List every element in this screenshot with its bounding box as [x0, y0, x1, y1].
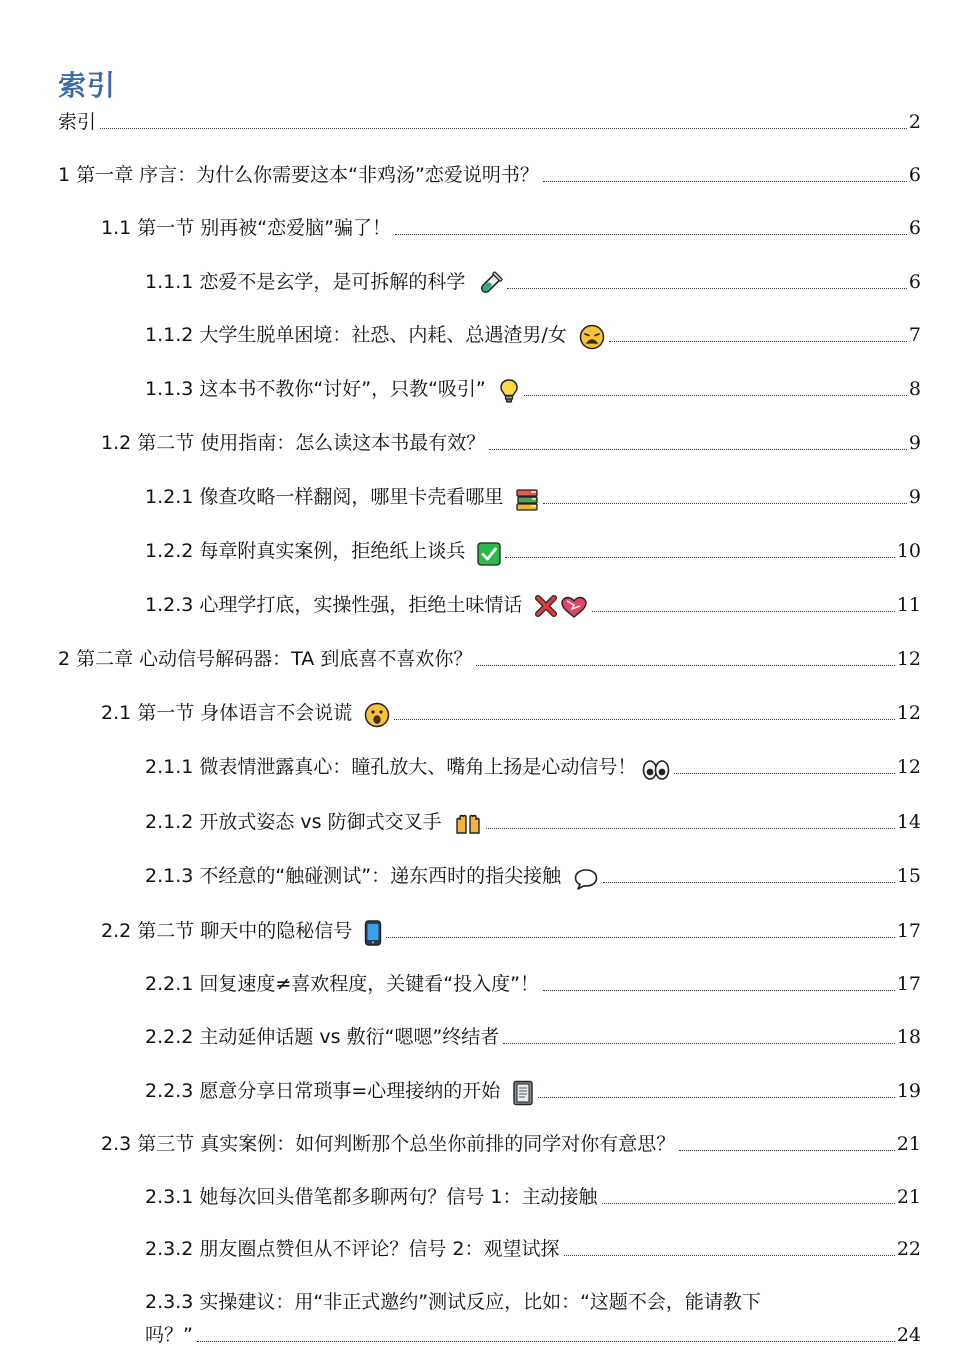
toc-entry-title: 1.1.3 这本书不教你“讨好”，只教“吸引” — [145, 378, 486, 400]
toc-entry[interactable] — [101, 428, 921, 458]
toc-entry[interactable] — [101, 1129, 921, 1159]
toc-entry[interactable] — [145, 590, 921, 620]
dot-leader — [543, 990, 895, 991]
dot-leader — [197, 1341, 895, 1342]
toc-page-number: 21 — [896, 1186, 921, 1208]
toc-entry[interactable] — [145, 1076, 921, 1106]
toc-page-number: 22 — [896, 1238, 921, 1260]
dot-leader — [609, 341, 907, 342]
dot-leader — [507, 288, 907, 289]
dot-leader — [394, 719, 895, 720]
toc-entry[interactable] — [145, 752, 921, 782]
toc-heading: 索引 — [58, 69, 117, 102]
dot-leader — [543, 503, 907, 504]
toc-page-number: 19 — [896, 1080, 921, 1102]
dot-leader — [503, 1043, 895, 1044]
toc-page-number: 6 — [908, 164, 921, 186]
toc-entry-title: 1.1 第一节 别再被“恋爱脑”骗了！ — [101, 217, 391, 239]
dot-leader — [489, 449, 907, 450]
toc-entry-title-line1[interactable]: 2.3.3 实操建议：用“非正式邀约”测试反应，比如：“这题不会，能请教下 — [145, 1291, 761, 1313]
toc-entry[interactable] — [145, 861, 921, 891]
dot-leader — [386, 937, 895, 938]
toc-page-number: 17 — [896, 920, 921, 942]
toc-page-number: 2 — [908, 111, 921, 133]
toc-entry[interactable] — [145, 482, 921, 512]
toc-entry-title: 2.2.3 愿意分享日常琐事=心理接纳的开始 — [145, 1080, 501, 1102]
light-bulb-icon — [498, 378, 520, 404]
toc-page-number: 21 — [896, 1133, 921, 1155]
toc-entry-title: 2.1 第一节 身体语言不会说谎 — [101, 702, 353, 724]
toc-entry[interactable] — [58, 160, 921, 190]
toc-page-number: 14 — [896, 811, 921, 833]
toc-page-number: 18 — [896, 1026, 921, 1048]
dot-leader — [524, 395, 907, 396]
toc-page-number: 7 — [908, 324, 921, 346]
cross-heart-icon — [534, 594, 588, 620]
dot-leader — [100, 128, 907, 129]
toc-entry[interactable] — [145, 1234, 921, 1264]
toc-page-number: 12 — [896, 756, 921, 778]
notebook-icon — [512, 1080, 534, 1106]
toc-entry-title: 1.1.1 恋爱不是玄学，是可拆解的科学 — [145, 271, 466, 293]
books-icon — [515, 488, 539, 512]
toc-page-number: 9 — [908, 432, 921, 454]
toc-entry-title: 2.3.1 她每次回头借笔都多聊两句？信号 1：主动接触 — [145, 1186, 598, 1208]
toc-entry-title: 1.1.2 大学生脱单困境：社恐、内耗、总遇渣男/女 — [145, 324, 567, 346]
toc-entry-title: 2.3.2 朋友圈点赞但从不评论？信号 2：观望试探 — [145, 1238, 560, 1260]
dot-leader — [486, 828, 895, 829]
toc-entry[interactable] — [58, 644, 921, 674]
dot-leader — [538, 1097, 895, 1098]
toc-entry[interactable] — [145, 320, 921, 350]
toc-entry-title: 1.2 第二节 使用指南：怎么读这本书最有效？ — [101, 432, 486, 454]
toc-entry[interactable] — [145, 374, 921, 404]
toc-entry-title: 2.2.2 主动延伸话题 vs 敷衍“嗯嗯”终结者 — [145, 1026, 500, 1048]
toc-entry-title: 2.1.1 微表情泄露真心：瞳孔放大、嘴角上扬是心动信号！ — [145, 756, 637, 778]
toc-page-number: 8 — [908, 378, 921, 400]
toc-entry-title: 2.2.1 回复速度≠喜欢程度，关键看“投入度”！ — [145, 973, 539, 995]
check-mark-icon — [477, 542, 501, 566]
toc-entry-title: 索引 — [58, 111, 97, 133]
dot-leader — [679, 1150, 895, 1151]
dot-leader — [564, 1255, 895, 1256]
toc-page-number: 12 — [896, 648, 921, 670]
toc-entry-title: 1.2.2 每章附真实案例，拒绝纸上谈兵 — [145, 540, 466, 562]
toc-entry[interactable] — [145, 536, 921, 566]
toc-entry[interactable] — [145, 1022, 921, 1052]
toc-page-number: 10 — [896, 540, 921, 562]
toc-entry-title: 2.2 第二节 聊天中的隐秘信号 — [101, 920, 353, 942]
dot-leader — [603, 882, 895, 883]
toc-entry[interactable] — [58, 107, 921, 137]
toc-page-number: 24 — [896, 1324, 921, 1346]
toc-page-number: 12 — [896, 702, 921, 724]
dot-leader — [592, 611, 894, 612]
toc-page-number: 6 — [908, 271, 921, 293]
toc-entry-title: 2.1.3 不经意的“触碰测试”：递东西时的指尖接触 — [145, 865, 562, 887]
toc-page-number: 17 — [896, 973, 921, 995]
toc-entry[interactable] — [145, 807, 921, 837]
toc-page-number: 9 — [908, 486, 921, 508]
dot-leader — [395, 234, 907, 235]
open-hands-icon — [454, 813, 482, 837]
toc-page-number: 15 — [896, 865, 921, 887]
toc-page-number: 6 — [908, 217, 921, 239]
mobile-phone-icon — [364, 920, 382, 946]
toc-page-number: 11 — [896, 594, 921, 616]
surprised-face-icon — [364, 702, 390, 728]
toc-entry-title-line2: 吗？” — [145, 1324, 193, 1346]
weary-face-icon — [579, 324, 605, 350]
toc-entry[interactable] — [145, 267, 921, 297]
toc-entry-title: 2.1.2 开放式姿态 vs 防御式交叉手 — [145, 811, 442, 833]
dot-leader — [543, 181, 907, 182]
eyes-icon — [642, 758, 670, 782]
toc-entry[interactable] — [145, 1182, 921, 1212]
toc-entry[interactable] — [101, 698, 921, 728]
toc-entry-title: 2.3 第三节 真实案例：如何判断那个总坐你前排的同学对你有意思？ — [101, 1133, 676, 1155]
dot-leader — [602, 1203, 895, 1204]
toc-entry-title: 1 第一章 序言：为什么你需要这本“非鸡汤”恋爱说明书？ — [58, 164, 539, 186]
test-tube-icon — [477, 271, 503, 297]
dot-leader — [476, 665, 894, 666]
dot-leader — [674, 773, 894, 774]
toc-entry-title: 2 第二章 心动信号解码器：TA 到底喜不喜欢你？ — [58, 648, 473, 670]
toc-entry-title: 1.2.1 像查攻略一样翻阅，哪里卡壳看哪里 — [145, 486, 504, 508]
toc-entry[interactable] — [101, 916, 921, 946]
toc-entry[interactable] — [101, 213, 921, 243]
speech-bubble-icon — [573, 867, 599, 891]
toc-entry[interactable] — [145, 969, 921, 999]
dot-leader — [505, 557, 894, 558]
toc-entry-title: 1.2.3 心理学打底，实操性强，拒绝土味情话 — [145, 594, 523, 616]
